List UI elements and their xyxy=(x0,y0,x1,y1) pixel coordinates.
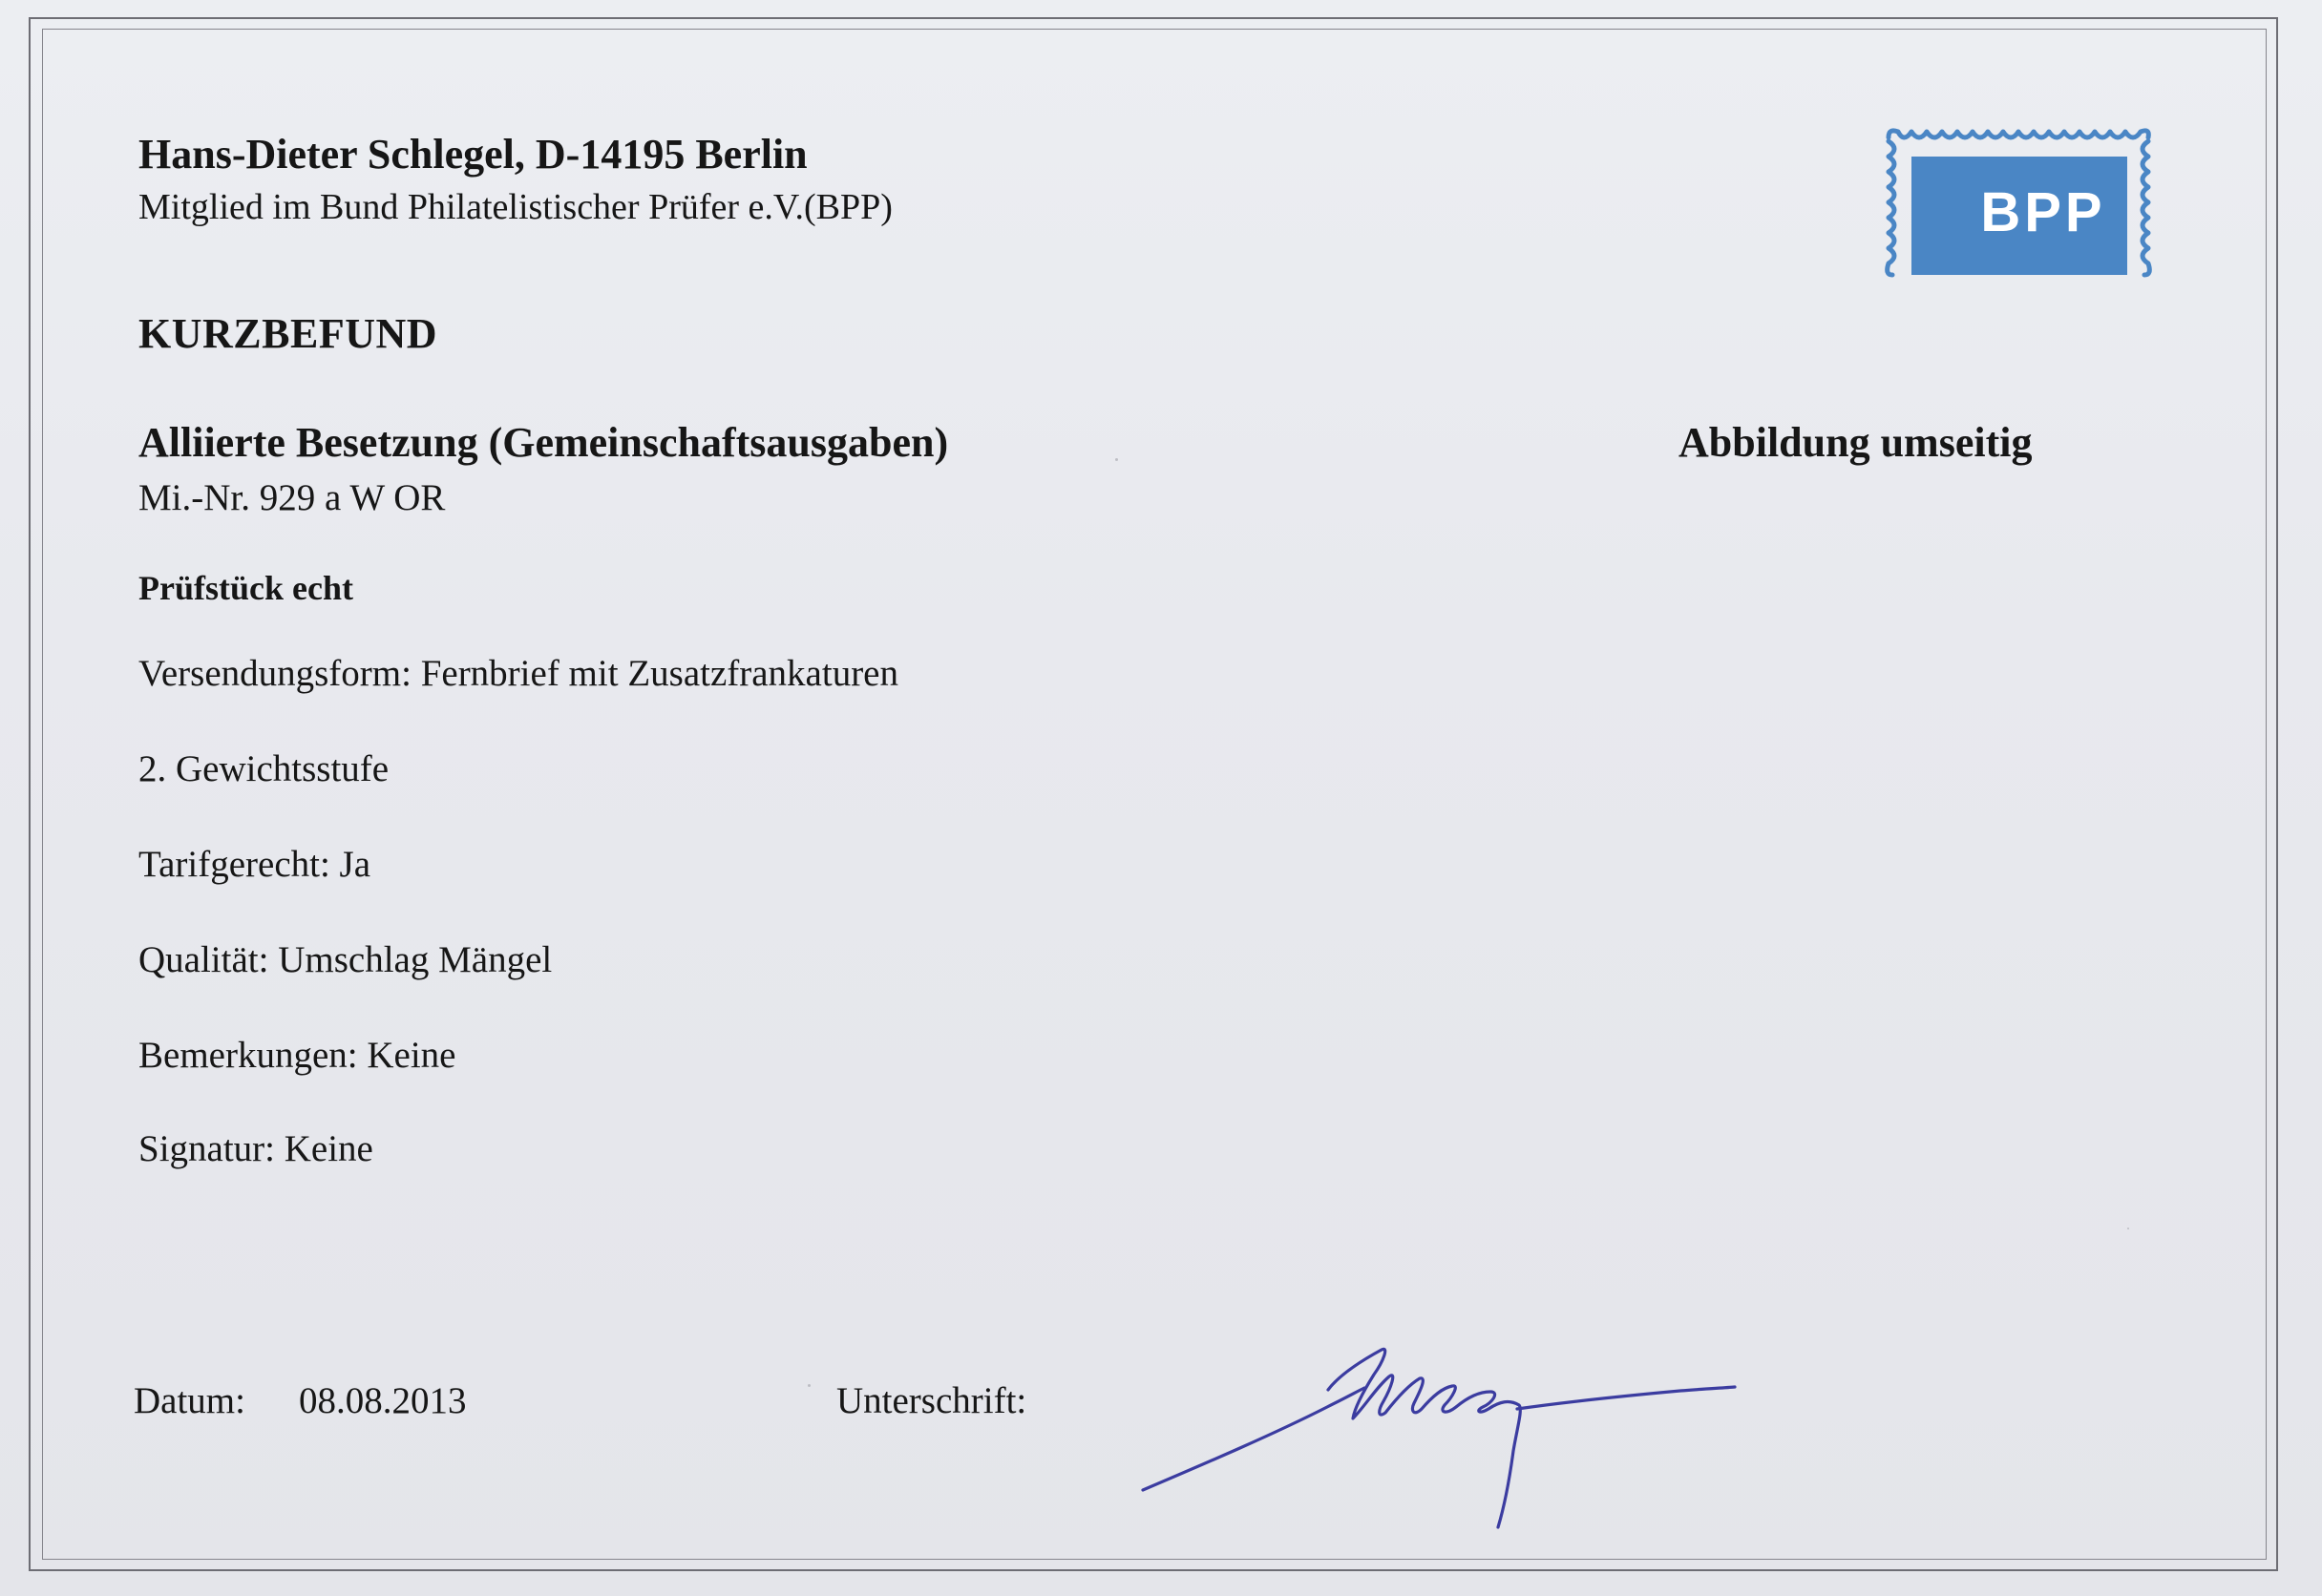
date-value: 08.08.2013 xyxy=(299,1380,467,1421)
handwritten-signature xyxy=(1131,1336,1781,1537)
catalog-number: Mi.-Nr. 929 a W OR xyxy=(138,477,446,518)
examination-result: Prüfstück echt xyxy=(138,569,353,607)
field-tariff: Tarifgerecht: Ja xyxy=(138,844,371,885)
membership-line: Mitglied im Bund Philatelistischer Prüfer e.V.(BPP) xyxy=(138,187,893,227)
date-label: Datum: xyxy=(134,1380,245,1421)
logo-text: BPP xyxy=(1980,181,2106,243)
field-signature: Signatur: Keine xyxy=(138,1128,373,1169)
subject-title: Alliierte Besetzung (Gemeinschaftsausgaben) xyxy=(138,419,949,466)
bpp-stamp-logo-icon xyxy=(1879,124,2158,281)
signature-label: Unterschrift: xyxy=(836,1380,1027,1421)
field-shipping-form: Versendungsform: Fernbrief mit Zusatzfrankaturen xyxy=(138,653,898,694)
field-remarks: Bemerkungen: Keine xyxy=(138,1035,456,1076)
illustration-note: Abbildung umseitig xyxy=(1678,419,2033,466)
document-type: KURZBEFUND xyxy=(138,310,438,357)
field-weight-class: 2. Gewichtsstufe xyxy=(138,748,390,789)
examiner-name: Hans-Dieter Schlegel, D-14195 Berlin xyxy=(138,131,808,178)
field-quality: Qualität: Umschlag Mängel xyxy=(138,939,553,980)
